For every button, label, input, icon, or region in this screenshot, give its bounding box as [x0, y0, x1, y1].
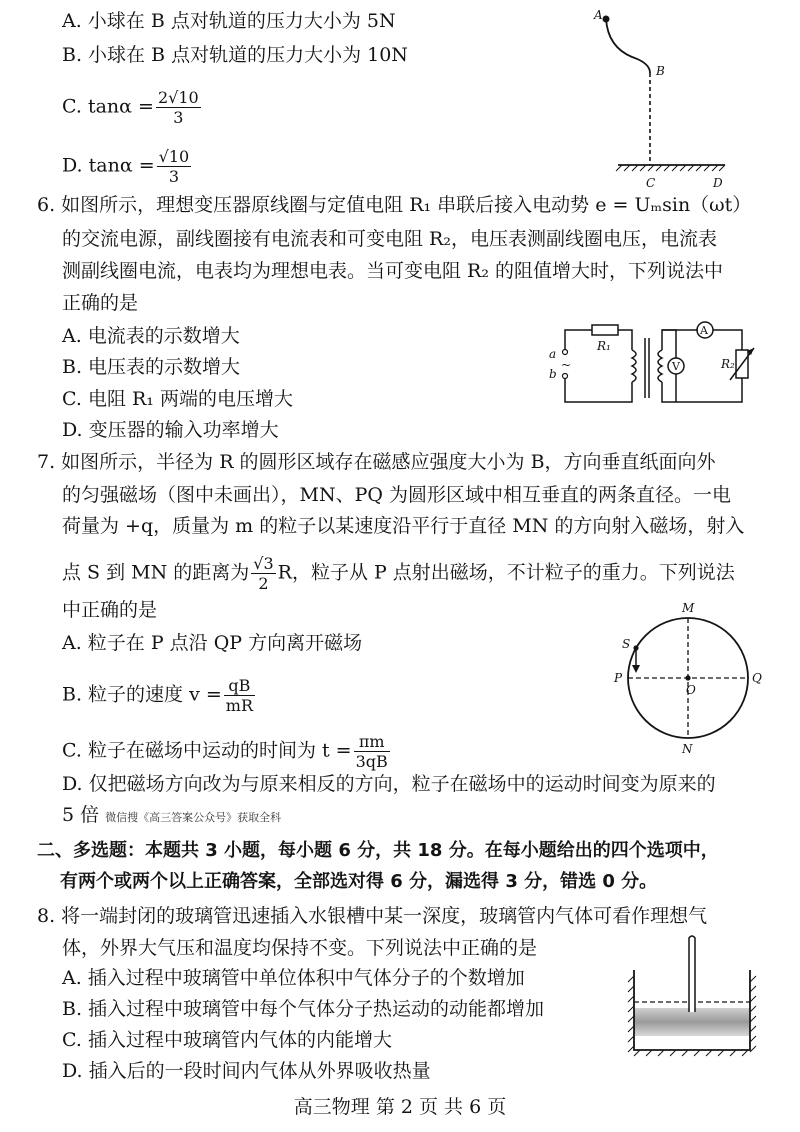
q7-stem-line1: 7. 如图所示，半径为 R 的圆形区域存在磁感应强度大小为 B，方向垂直纸面向外: [37, 451, 716, 473]
fraction-numerator: √10: [158, 147, 190, 166]
q6-option-b: B. 电压表的示数增大: [62, 356, 241, 378]
label-n: N: [682, 742, 693, 756]
q5-option-c-fraction: [156, 88, 201, 127]
label-r2: R₂: [721, 357, 735, 371]
watermark-note: 微信搜《高三答案公众号》获取全科: [105, 811, 282, 824]
q8-mercury-trough-figure: [620, 930, 765, 1070]
section-2-header-line1: 二、多选题：本题共 3 小题，每小题 6 分，共 18 分。在每小题给出的四个选项中，: [37, 840, 719, 861]
label-q: Q: [752, 671, 762, 685]
q8-option-a: A. 插入过程中玻璃管中单位体积中气体分子的个数增加: [62, 967, 525, 989]
q7-stem-line4: [62, 554, 735, 593]
q7-stem-line3: 荷量为 +q，质量为 m 的粒子以某速度沿平行于直径 MN 的方向射入磁场，射入: [62, 515, 745, 537]
label-c: C: [646, 176, 656, 190]
fraction-denominator: 3qB: [355, 752, 388, 771]
q6-stem-line4: 正确的是: [62, 292, 139, 314]
q7-velocity-fraction: [224, 676, 255, 715]
q5-option-a: A. 小球在 B 点对轨道的压力大小为 5N: [62, 10, 396, 32]
q7-line4-pre: 点 S 到 MN 的距离为: [62, 561, 250, 584]
label-p: P: [614, 671, 623, 685]
q7-option-d-continued: [62, 802, 281, 831]
label-s: S: [622, 637, 631, 651]
center-point: [685, 675, 690, 680]
q7-option-c-pre: C. 粒子在磁场中运动的时间为 t =: [62, 739, 352, 762]
label-o: O: [686, 683, 696, 697]
q7-line4-post: R，粒子从 P 点射出磁场，不计粒子的重力。下列说法: [277, 561, 735, 584]
label-r1: R₁: [597, 339, 611, 353]
q6-circuit-figure: [535, 320, 760, 408]
q6-option-a: A. 电流表的示数增大: [62, 325, 240, 347]
ac-source-symbol: ~: [561, 358, 572, 372]
fraction-numerator: √3: [253, 554, 274, 573]
q7-option-a: A. 粒子在 P 点沿 QP 方向离开磁场: [62, 632, 363, 654]
q6-option-d: D. 变压器的输入功率增大: [62, 419, 279, 441]
voltmeter-label: V: [672, 360, 680, 373]
q7-option-c: [62, 732, 392, 771]
q7-time-fraction: [354, 732, 390, 771]
q6-stem-line1: 6. 如图所示，理想变压器原线圈与定值电阻 R₁ 串联后接入电动势 e = Uₘsin（ωt）: [37, 194, 752, 216]
q7-option-b-pre: B. 粒子的速度 v =: [62, 683, 222, 706]
ammeter-label: A: [700, 324, 708, 337]
q7-option-d: D. 仅把磁场方向改为与原来相反的方向，粒子在磁场中的运动时间变为原来的: [62, 773, 716, 795]
q7-option-b: [62, 676, 257, 715]
fraction-denominator: 3: [168, 167, 179, 186]
mercury-layer: [634, 1008, 750, 1036]
fraction-denominator: 2: [258, 574, 269, 593]
q5-option-c-prefix: C. tanα =: [62, 95, 154, 118]
section-2-header-line2: 有两个或两个以上正确答案，全部选对得 6 分，漏选得 3 分，错选 0 分。: [60, 871, 658, 892]
glass-tube: [689, 936, 695, 1012]
primary-coil: [632, 350, 636, 382]
label-b: B: [656, 64, 665, 78]
resistor-r1: [592, 325, 618, 335]
fraction-numerator: πm: [354, 732, 390, 752]
curved-track: [606, 19, 650, 73]
q7-stem-line2: 的匀强磁场（图中未画出），MN、PQ 为圆形区域中相互垂直的两条直径。一电: [62, 484, 731, 506]
label-d: D: [713, 176, 723, 190]
q6-stem-line3: 测副线圈电流，电表均为理想电表。当可变电阻 R₂ 的阻值增大时，下列说法中: [62, 260, 724, 282]
q5-option-d-prefix: D. tanα =: [62, 154, 155, 177]
fraction-denominator: 3: [173, 108, 184, 127]
q7-circle-figure: [606, 598, 776, 758]
entry-point-s: [633, 645, 638, 650]
q5-option-c: [62, 88, 203, 127]
terminal-b: [563, 374, 568, 379]
fraction-numerator: 2√10: [157, 88, 199, 107]
q8-stem-line2: 体，外界大气压和温度均保持不变。下列说法中正确的是: [62, 937, 538, 959]
q6-stem-line2: 的交流电源，副线圈接有电流表和可变电阻 R₂，电压表测副线圈电压，电流表: [62, 228, 717, 250]
label-m: M: [682, 601, 695, 615]
q7-option-d-cont: 5 倍: [62, 804, 100, 826]
terminal-a: [563, 350, 568, 355]
q7-distance-fraction: [251, 554, 275, 593]
secondary-coil: [658, 350, 662, 382]
page-footer: 高三物理 第 2 页 共 6 页: [293, 1096, 507, 1118]
fraction-numerator: qB: [224, 676, 255, 696]
q5-option-d-fraction: [157, 147, 192, 186]
q6-option-c: C. 电阻 R₁ 两端的电压增大: [62, 388, 293, 410]
q5-track-figure: [580, 5, 740, 190]
q8-option-c: C. 插入过程中玻璃管内气体的内能增大: [62, 1029, 392, 1051]
q8-stem-line1: 8. 将一端封闭的玻璃管迅速插入水银槽中某一深度，玻璃管内气体可看作理想气: [37, 905, 708, 927]
fraction-denominator: mR: [225, 696, 253, 715]
q7-stem-line5: 中正确的是: [62, 599, 158, 621]
label-b: b: [549, 367, 557, 381]
q8-option-b: B. 插入过程中玻璃管中每个气体分子热运动的动能都增加: [62, 998, 545, 1020]
q8-option-d: D. 插入后的一段时间内气体从外界吸收热量: [62, 1060, 431, 1082]
q5-option-d: [62, 147, 193, 186]
label-a: a: [549, 347, 557, 361]
label-a: A: [594, 8, 603, 22]
q5-option-b: B. 小球在 B 点对轨道的压力大小为 10N: [62, 44, 408, 66]
